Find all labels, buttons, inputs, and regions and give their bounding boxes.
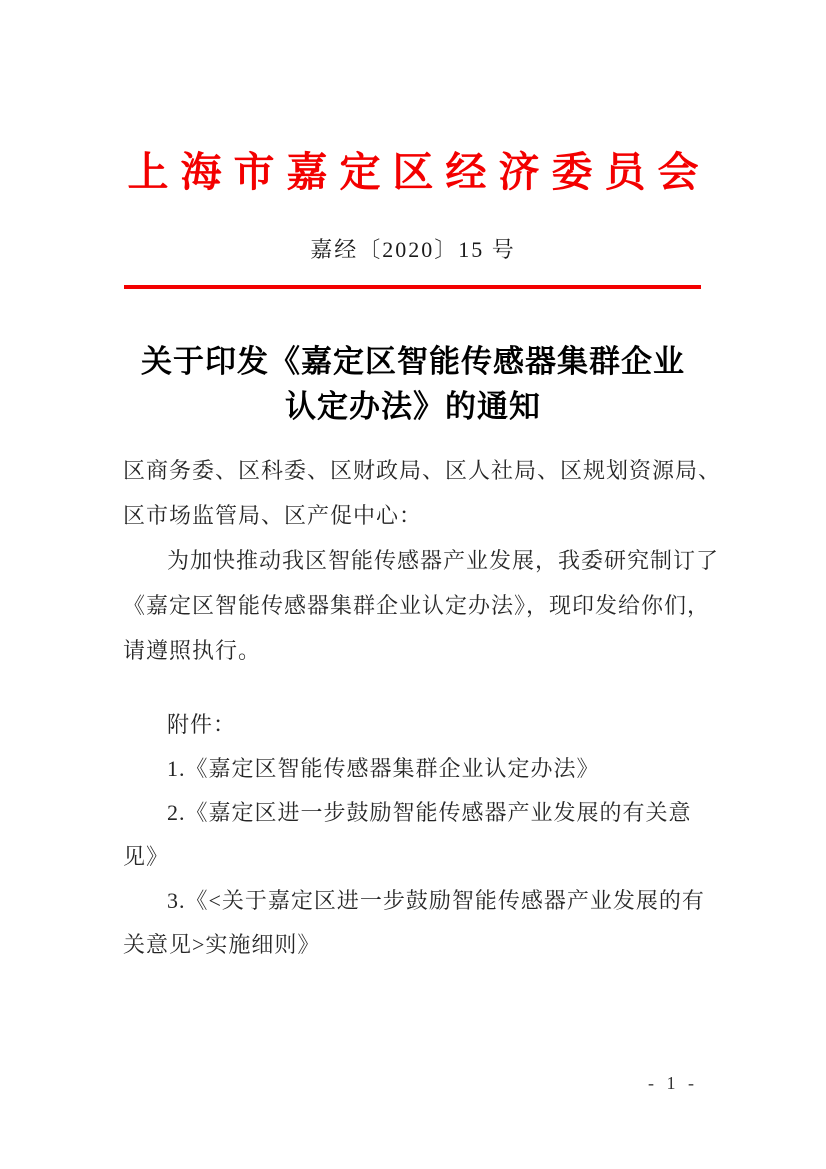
body-paragraph-line-2: 《嘉定区智能传感器集群企业认定办法》，现印发给你们，	[123, 593, 711, 618]
attachment-item-2-line-1: 2.《嘉定区进一步鼓励智能传感器产业发展的有关意	[167, 800, 692, 825]
attachments-section	[123, 703, 711, 967]
attachment-item-2-line-2: 见》	[123, 844, 170, 869]
document-number: 嘉经〔2020〕15 号	[310, 237, 516, 262]
page-number: - 1 -	[648, 1073, 698, 1093]
issuing-org-title: 上海市嘉定区经济委员会	[127, 149, 711, 195]
attachment-item-3-line-2: 关意见>实施细则》	[123, 932, 321, 957]
body-paragraph-line-3: 请遵照执行。	[123, 638, 262, 663]
red-divider-line	[124, 285, 701, 289]
notice-body	[123, 448, 722, 673]
recipients-line-1: 区商务委、区科委、区财政局、区人社局、区规划资源局、	[123, 458, 722, 483]
attachments-label: 附件：	[167, 712, 237, 737]
attachment-item-3-line-1: 3.《<关于嘉定区进一步鼓励智能传感器产业发展的有	[167, 888, 705, 913]
recipients-line-2: 区市场监管局、区产促中心：	[123, 503, 423, 528]
notice-title-line-2: 认定办法》的通知	[285, 389, 541, 424]
notice-title	[0, 339, 826, 429]
body-paragraph-line-1: 为加快推动我区智能传感器产业发展，我委研究制订了	[167, 548, 720, 573]
attachment-item-1: 1.《嘉定区智能传感器集群企业认定办法》	[167, 756, 600, 781]
notice-title-line-1: 关于印发《嘉定区智能传感器集群企业	[141, 344, 685, 379]
